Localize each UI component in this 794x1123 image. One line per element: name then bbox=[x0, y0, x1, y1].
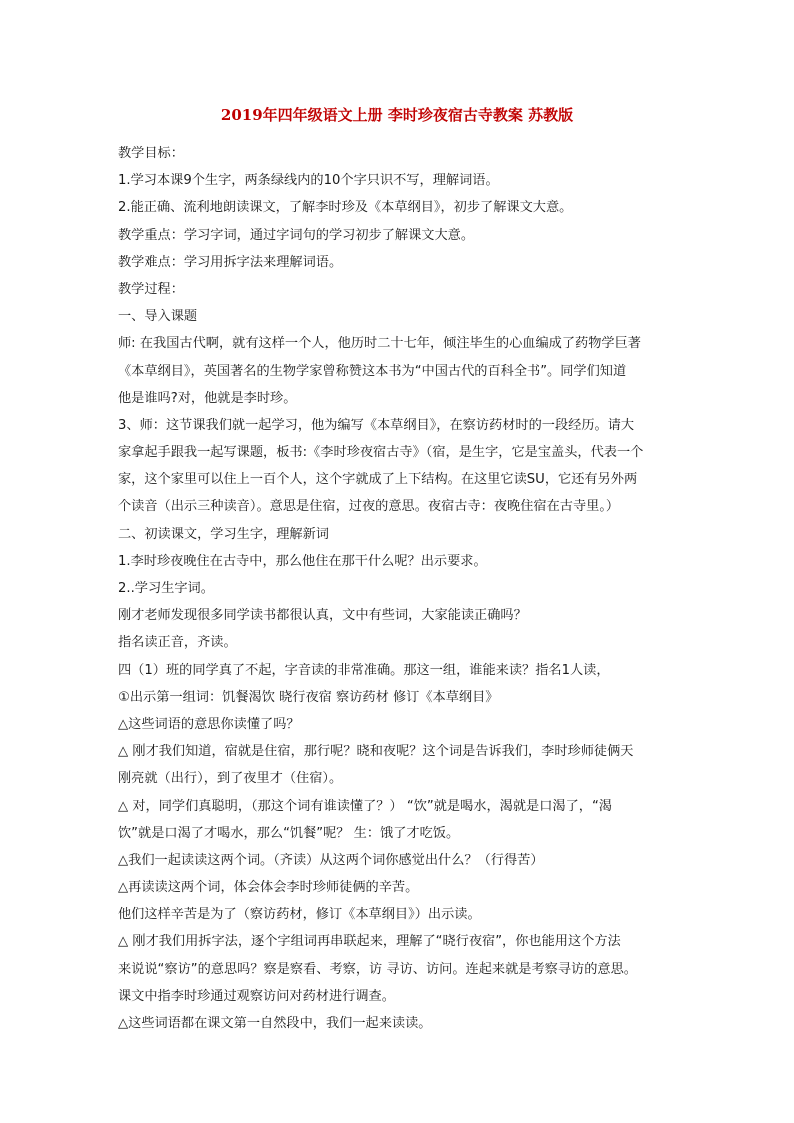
text-line: 饮”就是口渴了才喝水，那么“饥餐”呢？ 生：饿了才吃饭。 bbox=[118, 825, 460, 841]
text-line: 教学过程： bbox=[118, 281, 184, 297]
text-line: △ 刚才我们用拆字法，逐个字组词再串联起来，理解了“晓行夜宿”，你也能用这个方法 bbox=[118, 934, 621, 950]
text-line: 个读音（出示三种读音）。意思是住宿，过夜的意思。夜宿古寺：夜晚住宿在古寺里。） bbox=[118, 499, 620, 515]
text-line: 来说说“察访”的意思吗？察是察看、考察，访 寻访、访问。连起来就是考察寻访的意思。 bbox=[118, 961, 637, 977]
text-line: 二、初读课文，学习生字，理解新词 bbox=[118, 526, 329, 542]
text-line: 四（1）班的同学真了不起，字音读的非常准确。那这一组，谁能来读？指名1人读， bbox=[118, 662, 610, 678]
text-line: 他们这样辛苦是为了（察访药材，修订《本草纲目》）出示读。 bbox=[118, 907, 481, 923]
text-line: △这些词语都在课文第一自然段中，我们一起来读读。 bbox=[118, 1016, 432, 1031]
text-line: △再读读这两个词，体会体会李时珍师徒俩的辛苦。 bbox=[118, 880, 419, 896]
text-line: △ 对，同学们真聪明，（那这个词有谁读懂了？） “饮”就是喝水，渴就是口渴了，“渴 bbox=[118, 798, 612, 814]
text-line: 一、导入课题 bbox=[118, 309, 198, 325]
text-line: 2..学习生字词。 bbox=[118, 581, 214, 596]
text-line: △ 刚才我们知道，宿就是住宿，那行呢？晓和夜呢？这个词是告诉我们，李时珍师徒俩天 bbox=[118, 744, 634, 760]
text-line: △我们一起读读这两个词。（齐读）从这两个词你感觉出什么？（行得苦） bbox=[118, 852, 544, 868]
text-line: 2.能正确、流利地朗读课文，了解李时珍及《本草纲目》，初步了解课文大意。 bbox=[118, 200, 573, 216]
text-line: 刚才老师发现很多同学读书都很认真，文中有些词，大家能读正确吗？ bbox=[118, 608, 527, 624]
text-line: 《本草纲目》，英国著名的生物学家曾称赞这本书为“中国古代的百科全书”。同学们知道 bbox=[118, 363, 627, 379]
document-title: 2019年四年级语文上册 李时珍夜宿古寺教案 苏教版 bbox=[220, 106, 574, 124]
text-line: ①出示第一组词：饥餐渴饮 晓行夜宿 察访药材 修订《本草纲目》 bbox=[118, 689, 499, 705]
text-line: 师: 在我国古代啊，就有这样一个人，他历时二十七年，倾注毕生的心血编成了药物学巨著 bbox=[118, 336, 641, 352]
text-line: 1.李时珍夜晚住在古寺中，那么他住在那干什么呢？出示要求。 bbox=[118, 553, 487, 569]
text-line: 家拿起手跟我一起写课题，板书:《李时珍夜宿古寺》（宿，是生字，它是宝盖头，代表一个 bbox=[118, 445, 644, 461]
text-line: 刚亮就（出行），到了夜里才（住宿）。 bbox=[118, 771, 343, 787]
text-line: 指名读正音，齐读。 bbox=[118, 635, 237, 651]
document-body bbox=[118, 143, 684, 1040]
text-line: 课文中指李时珍通过观察访问对药材进行调查。 bbox=[118, 988, 395, 1004]
text-line: 1.学习本课9个生字，两条绿线内的10个字只识不写，理解词语。 bbox=[118, 173, 499, 189]
text-line: 他是谁吗?对，他就是李时珍。 bbox=[118, 390, 297, 406]
text-line: 教学重点：学习字词，通过字词句的学习初步了解课文大意。 bbox=[118, 227, 475, 243]
text-line: 家，这个家里可以住上一百个人，这个字就成了上下结构。在这里它读SU，它还有另外两 bbox=[118, 472, 638, 488]
text-line: △这些词语的意思你读懂了吗？ bbox=[118, 716, 300, 732]
text-line: 教学难点：学习用拆字法来理解词语。 bbox=[118, 254, 343, 270]
text-line: 教学目标： bbox=[118, 146, 184, 161]
text-line: 3、师：这节课我们就一起学习，他为编写《本草纲目》，在察访药材时的一段经历。请大 bbox=[118, 417, 635, 433]
